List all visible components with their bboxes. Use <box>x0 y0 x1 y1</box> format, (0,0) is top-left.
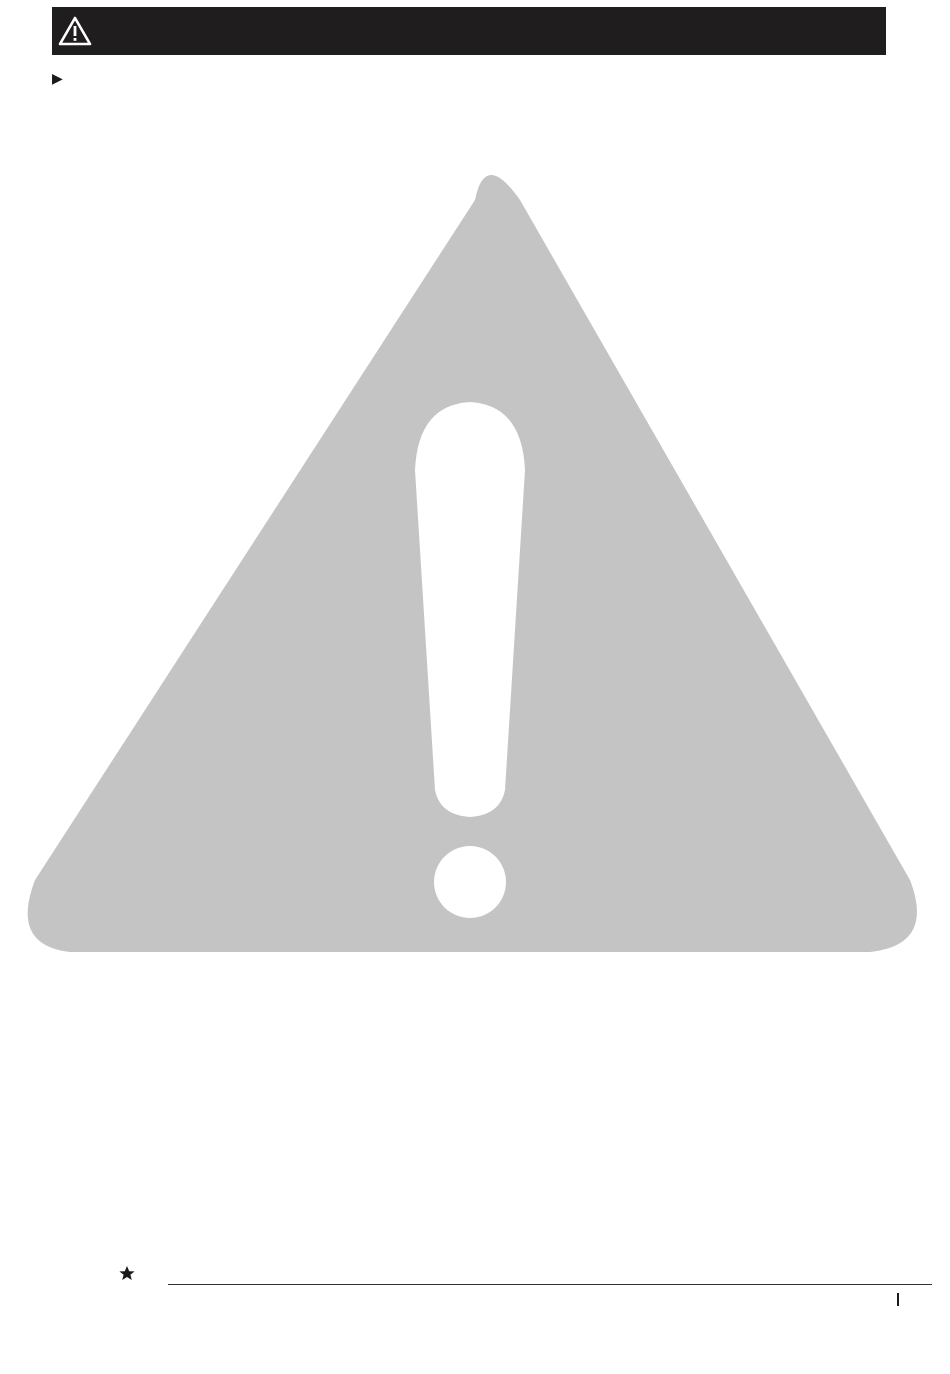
safety-instructions <box>52 2 892 86</box>
warning-header <box>52 7 886 55</box>
page-divider <box>897 1293 899 1306</box>
bullet-icon: ▶ <box>52 70 63 86</box>
footer-rule <box>168 1284 932 1285</box>
warning-triangle-icon <box>58 16 92 46</box>
page-number <box>897 1290 911 1310</box>
starmix-logo <box>32 1266 156 1308</box>
